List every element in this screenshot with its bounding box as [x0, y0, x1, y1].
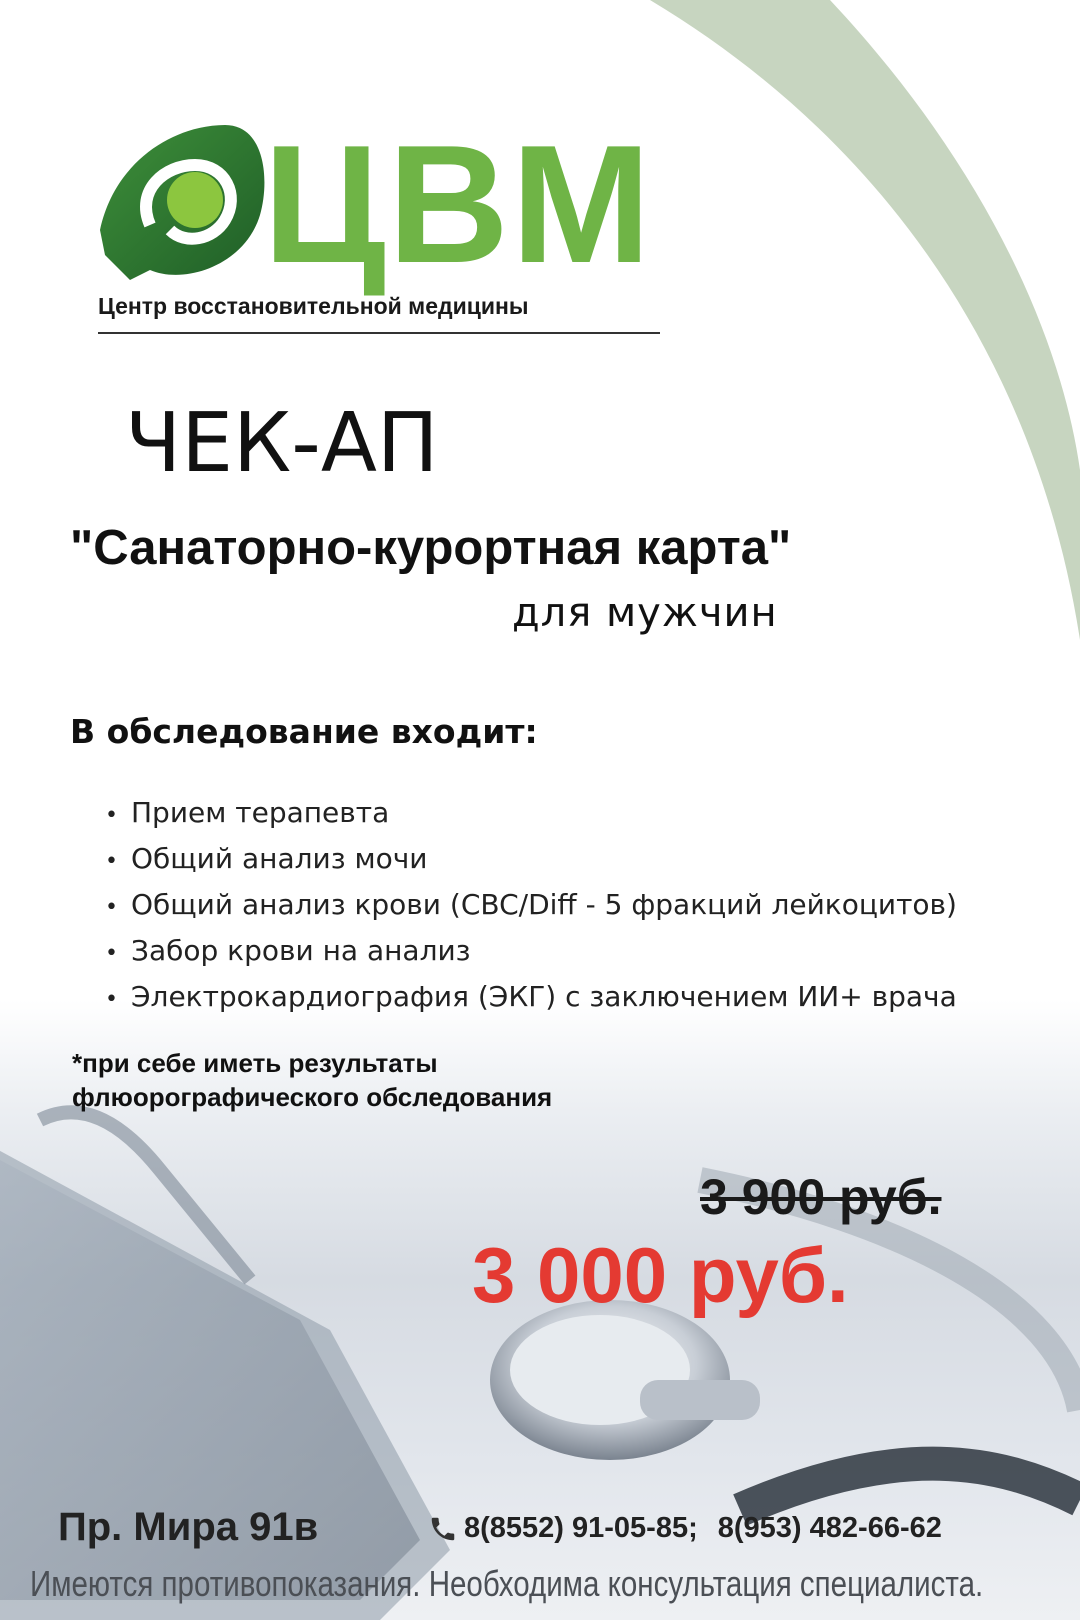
address: Пр. Мира 91в [58, 1505, 319, 1549]
service-label: Забор крови на анализ [131, 934, 471, 967]
disclaimer: Имеются противопоказания. Необходима консультация специалиста. [30, 1563, 984, 1604]
list-item [105, 882, 957, 928]
service-label: Общий анализ крови (CBC/Diff - 5 фракций лейкоцитов) [131, 888, 957, 921]
note-line: флюорографического обследования [72, 1082, 553, 1112]
note-line: *при себе иметь результаты [72, 1048, 438, 1078]
brand-subtitle: Центр восстановительной медицины [98, 293, 529, 319]
bullet-icon: • [105, 895, 118, 920]
list-item [105, 928, 957, 974]
divider [98, 332, 660, 334]
phone-link[interactable]: 8(8552) 91-05-85; [464, 1512, 698, 1544]
service-label: Прием терапевта [131, 796, 390, 829]
list-item [105, 790, 957, 836]
service-label: Электрокардиография (ЭКГ) с заключением ИИ+ врача [131, 980, 957, 1013]
services-intro: В обследование входит: [70, 712, 538, 751]
list-item [105, 974, 957, 1020]
phone-numbers [428, 1512, 942, 1545]
phone-link[interactable]: 8(953) 482-66-62 [717, 1512, 942, 1544]
services-list [105, 790, 957, 1020]
page-title: ЧЕК-АП [125, 396, 439, 491]
old-price: 3 900 руб. [700, 1169, 942, 1225]
requirement-note [72, 1046, 552, 1114]
bullet-icon: • [105, 849, 118, 874]
audience-label: для мужчин [512, 590, 778, 636]
service-label: Общий анализ мочи [131, 842, 428, 875]
list-item [105, 836, 957, 882]
leaf-swirl-logo-icon [95, 120, 270, 290]
phone-icon [428, 1514, 458, 1544]
bullet-icon: • [105, 987, 118, 1012]
brand-name: ЦВМ [263, 110, 653, 298]
program-name: "Санаторно-курортная карта" [70, 521, 792, 575]
new-price: 3 000 руб. [472, 1231, 849, 1319]
bullet-icon: • [105, 803, 118, 828]
bullet-icon: • [105, 941, 118, 966]
